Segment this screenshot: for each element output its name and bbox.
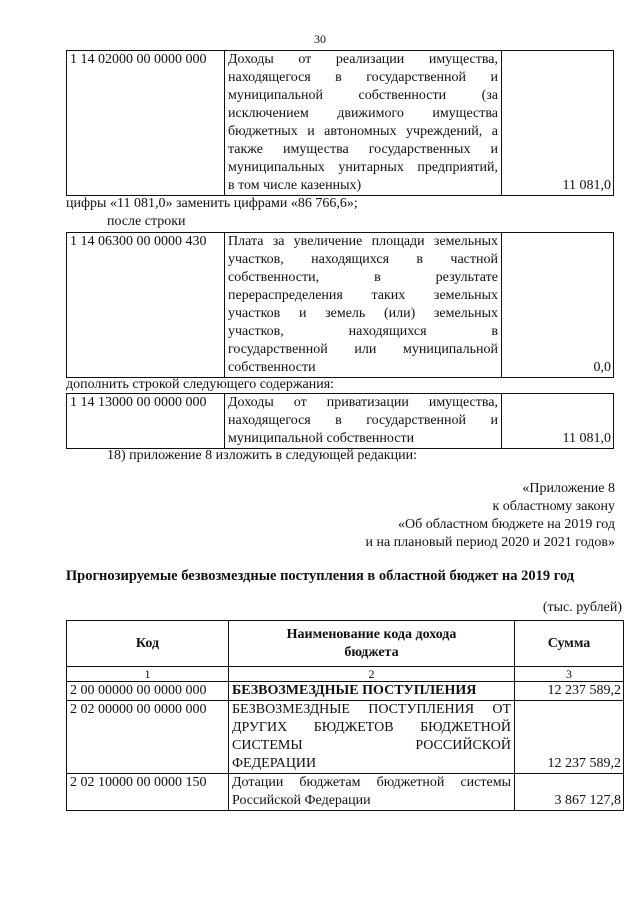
table-row bbox=[67, 394, 614, 449]
text-line: бюджетных и автономных учреждений, а bbox=[228, 124, 498, 139]
appendix-line-1: «Приложение 8 bbox=[522, 481, 615, 496]
units-label: (тыс. рублей) bbox=[542, 600, 622, 615]
sum-cell: 11 081,0 bbox=[502, 394, 614, 449]
text-line: Доходы от реализации имущества, bbox=[228, 52, 498, 67]
text-line: БЕЗВОЗМЕЗДНЫЕ ПОСТУПЛЕНИЯ bbox=[232, 683, 477, 698]
name-cell bbox=[229, 682, 515, 701]
after-row-instruction: после строки bbox=[107, 214, 186, 229]
appendix-line-4: и на плановый период 2020 и 2021 годов» bbox=[365, 535, 615, 550]
sum-cell: 12 237 589,2 bbox=[515, 701, 624, 774]
amendment-table-3 bbox=[66, 393, 614, 449]
header-sum: Сумма bbox=[515, 621, 624, 667]
text-line: муниципальных унитарных предприятий, bbox=[228, 160, 498, 175]
replace-instruction: цифры «11 081,0» заменить цифрами «86 766,6»; bbox=[66, 196, 358, 211]
text-line: собственности bbox=[228, 360, 316, 375]
column-number: 2 bbox=[229, 667, 515, 682]
header-name-line-1: Наименование кода дохода bbox=[286, 626, 457, 642]
description-cell bbox=[225, 233, 502, 378]
amendment-table-1 bbox=[66, 50, 614, 196]
header-name-line-2: бюджета bbox=[344, 644, 399, 660]
sum-cell: 3 867 127,8 bbox=[515, 774, 624, 811]
text-line: перераспределения таких земельных bbox=[228, 288, 498, 303]
text-line: муниципальной собственности (за bbox=[228, 88, 498, 103]
text-line: Российской Федерации bbox=[232, 793, 371, 808]
code-cell: 2 00 00000 00 0000 000 bbox=[67, 682, 229, 701]
add-row-instruction: дополнить строкой следующего содержания: bbox=[66, 377, 335, 392]
sum-cell: 11 081,0 bbox=[502, 51, 614, 196]
text-line: исключением движимого имущества bbox=[228, 106, 498, 121]
page-number: 30 bbox=[314, 32, 326, 46]
name-cell bbox=[229, 774, 515, 811]
description-cell bbox=[225, 394, 502, 449]
appendix-header bbox=[365, 480, 615, 552]
text-line: Доходы от приватизации имущества, bbox=[228, 395, 498, 410]
amendment-table-2 bbox=[66, 232, 614, 378]
appendix-line-2: к областному закону bbox=[492, 499, 615, 514]
text-line: находящегося в государственной и bbox=[228, 413, 498, 428]
text-line: Плата за увеличение площади земельных bbox=[228, 234, 498, 249]
table-row bbox=[67, 701, 624, 774]
column-number: 1 bbox=[67, 667, 229, 682]
text-line: муниципальной собственности bbox=[228, 431, 415, 446]
text-line: государственной или муниципальной bbox=[228, 342, 498, 357]
text-line: находящегося в государственной и bbox=[228, 70, 498, 85]
code-cell: 1 14 06300 00 0000 430 bbox=[67, 233, 225, 378]
appendix-line-3: «Об областном бюджете на 2019 год bbox=[398, 517, 615, 532]
column-number: 3 bbox=[515, 667, 624, 682]
table-row bbox=[67, 51, 614, 196]
table-row bbox=[67, 682, 624, 701]
sum-cell: 12 237 589,2 bbox=[515, 682, 624, 701]
text-line: также имущества государственных и bbox=[228, 142, 498, 157]
document-heading: Прогнозируемые безвозмездные поступления в областной бюджет на 2019 год bbox=[65, 568, 575, 584]
name-cell bbox=[229, 701, 515, 774]
header-name bbox=[229, 621, 515, 667]
code-cell: 1 14 13000 00 0000 000 bbox=[67, 394, 225, 449]
table-row bbox=[67, 774, 624, 811]
text-line: участков, находящихся в bbox=[228, 324, 498, 339]
text-line: СИСТЕМЫ РОССИЙСКОЙ bbox=[232, 738, 511, 753]
code-cell: 2 02 00000 00 0000 000 bbox=[67, 701, 229, 774]
code-cell: 1 14 02000 00 0000 000 bbox=[67, 51, 225, 196]
text-line: участков и земель (или) земельных bbox=[228, 306, 498, 321]
code-cell: 2 02 10000 00 0000 150 bbox=[67, 774, 229, 811]
text-line: участков, находящихся в частной bbox=[228, 252, 498, 267]
text-line: в том числе казенных) bbox=[228, 178, 362, 193]
text-line: собственности, в результате bbox=[228, 270, 498, 285]
text-line: Дотации бюджетам бюджетной системы bbox=[232, 775, 511, 790]
column-number-row bbox=[67, 667, 624, 682]
text-line: ФЕДЕРАЦИИ bbox=[232, 756, 317, 771]
text-line: ДРУГИХ БЮДЖЕТОВ БЮДЖЕТНОЙ bbox=[232, 720, 511, 735]
sum-cell: 0,0 bbox=[502, 233, 614, 378]
text-line: БЕЗВОЗМЕЗДНЫЕ ПОСТУПЛЕНИЯ ОТ bbox=[232, 702, 511, 717]
revenue-table bbox=[66, 620, 624, 811]
description-cell bbox=[225, 51, 502, 196]
table-header-row bbox=[67, 621, 624, 667]
header-code: Код bbox=[67, 621, 229, 667]
table-row bbox=[67, 233, 614, 378]
item-18: 18) приложение 8 изложить в следующей редакции: bbox=[107, 448, 417, 463]
